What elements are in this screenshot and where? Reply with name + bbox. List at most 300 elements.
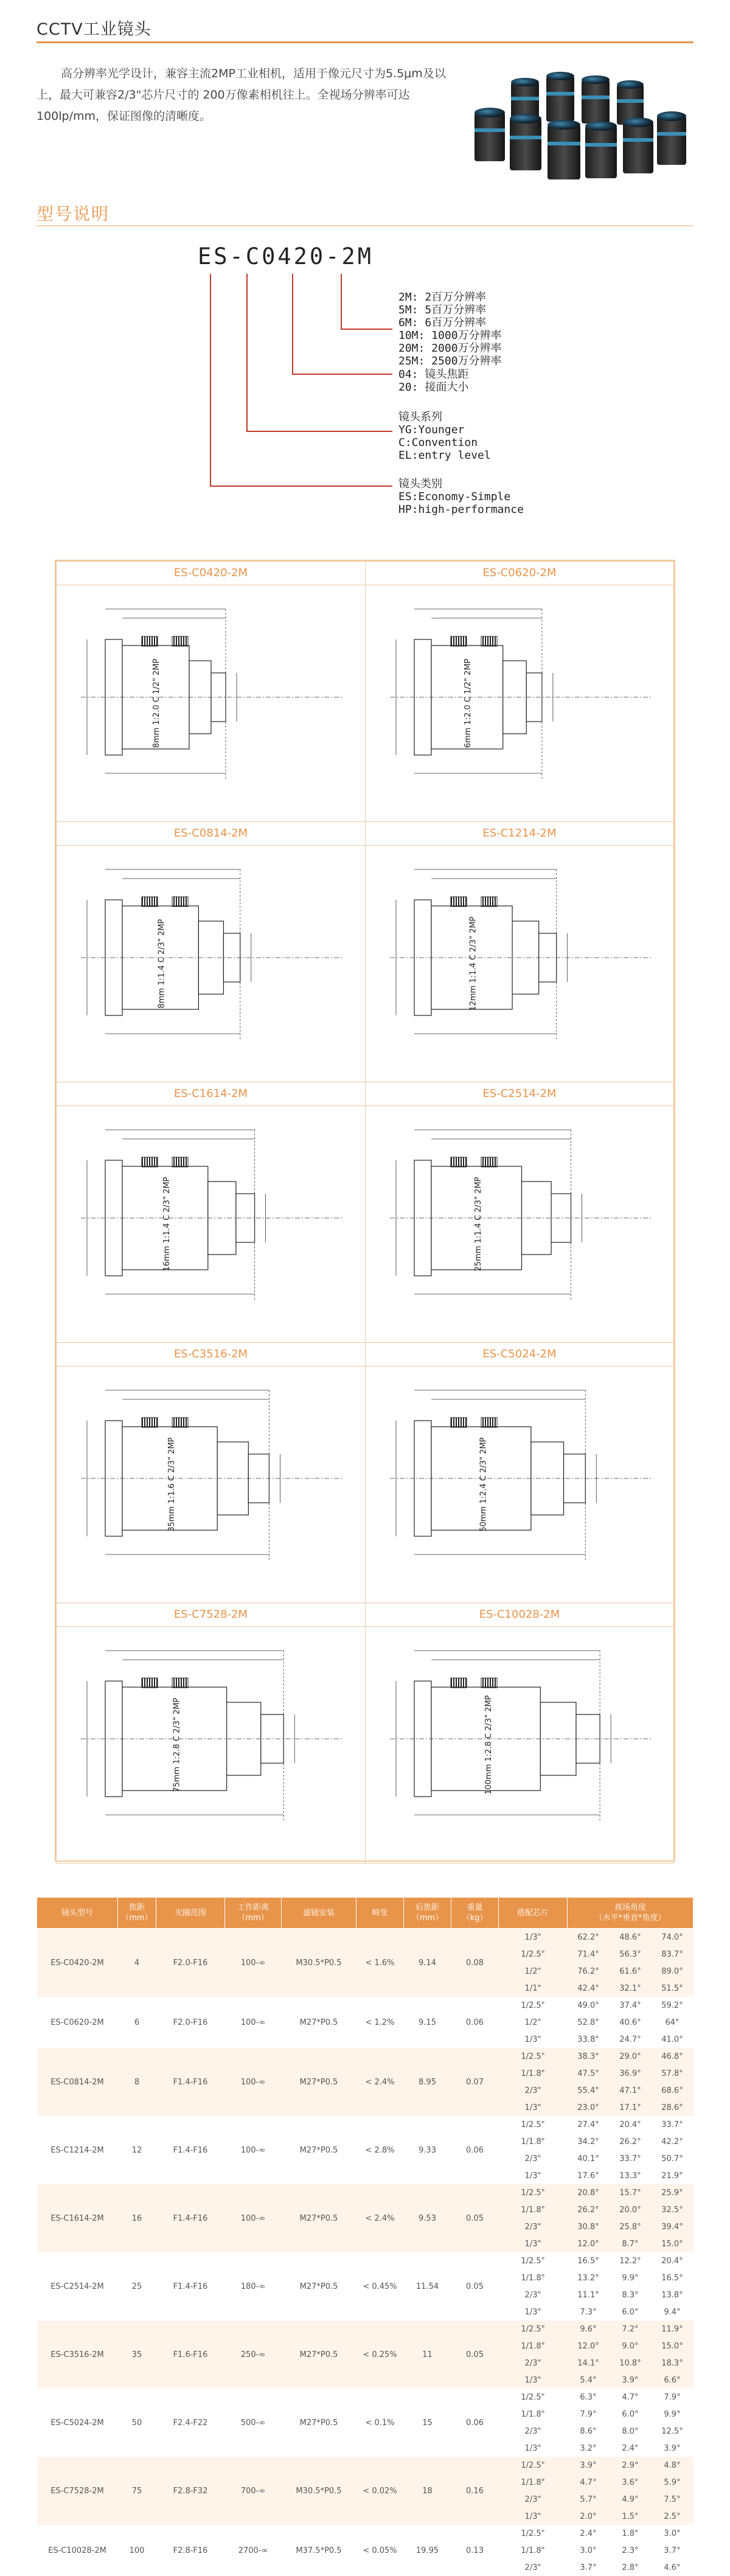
table-cell-weight: 0.06 xyxy=(451,1997,499,2048)
table-cell-wd: 100-∞ xyxy=(225,2048,282,2116)
table-cell-angle: 4.9° xyxy=(609,2491,651,2508)
table-cell-angle: 1.5° xyxy=(609,2508,651,2525)
table-cell-weight: 0.08 xyxy=(451,1929,499,1997)
drawing-cell xyxy=(56,1603,366,1864)
lens-engraving: 75mm 1:2.8 C 2/3" 2MP xyxy=(173,1697,182,1792)
table-cell-sensor: 1/1.8" xyxy=(499,2269,568,2286)
table-cell-bfl: 18 xyxy=(404,2457,451,2525)
table-cell-wd: 700-∞ xyxy=(225,2457,282,2525)
drawing-title: ES-C5024-2M xyxy=(366,1343,673,1366)
table-row xyxy=(37,2525,693,2542)
table-cell-focal: 4 xyxy=(118,1929,156,1997)
table-cell-aperture: F1.6-F16 xyxy=(156,2320,225,2389)
table-cell-angle: 41.0° xyxy=(651,2031,693,2048)
callout-line xyxy=(246,431,392,432)
table-cell-angle: 20.4° xyxy=(651,2252,693,2269)
type-legend: 镜头类别 ES:Economy-Simple HP:high-performance xyxy=(398,478,524,516)
table-cell-angle: 20.0° xyxy=(609,2201,651,2218)
drawing-title: ES-C0420-2M xyxy=(57,562,365,585)
table-cell-sensor: 2/3" xyxy=(499,2355,568,2372)
table-cell-angle: 7.9° xyxy=(568,2406,610,2423)
table-cell-angle: 62.2° xyxy=(568,1929,610,1946)
table-cell-angle: 11.1° xyxy=(568,2286,610,2303)
table-cell-sensor: 1/3" xyxy=(499,2508,568,2525)
table-cell-sensor: 1/2.5" xyxy=(499,1946,568,1963)
table-cell-distortion: < 0.02% xyxy=(356,2457,404,2525)
lens-dimension-drawing xyxy=(378,1632,662,1851)
table-cell-bfl: 11.54 xyxy=(404,2252,451,2320)
table-cell-angle: 11.9° xyxy=(651,2320,693,2338)
table-cell-angle: 2.0° xyxy=(568,2508,610,2525)
table-cell-angle: 9.6° xyxy=(568,2320,610,2338)
table-cell-angle: 17.6° xyxy=(568,2167,610,2184)
table-cell-angle: 12.0° xyxy=(568,2338,610,2355)
callout-line xyxy=(210,486,392,487)
table-cell-bfl: 9.53 xyxy=(404,2184,451,2252)
table-cell-angle: 61.6° xyxy=(609,1963,651,1980)
table-cell-sensor: 2/3" xyxy=(499,2150,568,2167)
table-cell-angle: 3.0° xyxy=(651,2525,693,2542)
table-cell-bfl: 9.33 xyxy=(404,2116,451,2184)
table-cell-wd: 180-∞ xyxy=(225,2252,282,2320)
table-cell-sensor: 1/2" xyxy=(499,1963,568,1980)
table-cell-angle: 3.0° xyxy=(568,2542,610,2559)
table-cell-focal: 25 xyxy=(118,2252,156,2320)
table-cell-model: ES-C7528-2M xyxy=(37,2457,118,2525)
table-cell-sensor: 1/1.8" xyxy=(499,2133,568,2150)
table-cell-angle: 71.4° xyxy=(568,1946,610,1963)
table-cell-angle: 36.9° xyxy=(609,2065,651,2082)
table-cell-angle: 18.3° xyxy=(651,2355,693,2372)
table-cell-angle: 6.6° xyxy=(651,2372,693,2389)
title-divider xyxy=(36,41,693,43)
drawing-cell xyxy=(56,821,366,1082)
table-cell-aperture: F2.0-F16 xyxy=(156,1929,225,1997)
table-row xyxy=(37,1997,693,2014)
table-header-cell: 焦距 （mm） xyxy=(118,1898,156,1929)
table-cell-angle: 32.1° xyxy=(609,1980,651,1997)
table-cell-angle: 28.6° xyxy=(651,2099,693,2116)
callout-line xyxy=(341,274,342,329)
table-cell-angle: 20.4° xyxy=(609,2116,651,2133)
table-cell-sensor: 2/3" xyxy=(499,2559,568,2576)
table-cell-focal: 6 xyxy=(118,1997,156,2048)
table-cell-angle: 74.0° xyxy=(651,1929,693,1946)
table-cell-angle: 40.6° xyxy=(609,2014,651,2031)
table-cell-focal: 50 xyxy=(118,2389,156,2457)
table-cell-angle: 50.7° xyxy=(651,2150,693,2167)
table-cell-angle: 3.6° xyxy=(609,2474,651,2491)
table-cell-aperture: F2.8-F16 xyxy=(156,2525,225,2576)
table-cell-aperture: F1.4-F16 xyxy=(156,2184,225,2252)
table-row xyxy=(37,2320,693,2338)
drawing-cell xyxy=(56,1082,366,1343)
table-cell-angle: 59.2° xyxy=(651,1997,693,2014)
table-cell-model: ES-C0814-2M xyxy=(37,2048,118,2116)
table-cell-angle: 38.3° xyxy=(568,2048,610,2065)
lens-engraving: 35mm 1:1.6 C 2/3" 2MP xyxy=(167,1437,176,1531)
drawing-cell xyxy=(365,1603,674,1864)
spec-table xyxy=(36,1897,693,2576)
table-cell-model: ES-C1214-2M xyxy=(37,2116,118,2184)
table-cell-weight: 0.13 xyxy=(451,2525,499,2576)
table-cell-wd: 100-∞ xyxy=(225,2184,282,2252)
lens-dimension-drawing xyxy=(69,1112,353,1331)
table-cell-wd: 100-∞ xyxy=(225,1997,282,2048)
table-cell-angle: 3.7° xyxy=(651,2542,693,2559)
table-cell-angle: 7.5° xyxy=(651,2491,693,2508)
table-cell-sensor: 1/3" xyxy=(499,2303,568,2320)
table-cell-angle: 3.7° xyxy=(568,2559,610,2576)
table-cell-focal: 75 xyxy=(118,2457,156,2525)
table-cell-angle: 25.8° xyxy=(609,2218,651,2235)
table-cell-angle: 4.8° xyxy=(651,2457,693,2474)
table-cell-angle: 20.8° xyxy=(568,2184,610,2201)
drawing-cell xyxy=(365,821,674,1082)
table-cell-aperture: F2.8-F32 xyxy=(156,2457,225,2525)
table-cell-weight: 0.06 xyxy=(451,2389,499,2457)
table-header-cell: 光圈范围 xyxy=(156,1898,225,1929)
table-cell-angle: 4.7° xyxy=(609,2389,651,2406)
table-cell-sensor: 2/3" xyxy=(499,2423,568,2440)
table-cell-angle: 15.7° xyxy=(609,2184,651,2201)
table-cell-angle: 42.4° xyxy=(568,1980,610,1997)
table-cell-model: ES-C1614-2M xyxy=(37,2184,118,2252)
drawing-title: ES-C7528-2M xyxy=(57,1603,365,1627)
table-cell-sensor: 1/2.5" xyxy=(499,2525,568,2542)
table-cell-angle: 3.2° xyxy=(568,2440,610,2457)
drawing-title: ES-C10028-2M xyxy=(366,1603,673,1627)
table-cell-filter: M27*P0.5 xyxy=(282,2252,356,2320)
table-header-cell: 视场角度 （水平*垂直*角度） xyxy=(568,1898,693,1929)
table-cell-filter: M27*P0.5 xyxy=(282,2320,356,2389)
table-row xyxy=(37,2457,693,2474)
lens-dimension-drawing xyxy=(378,591,662,810)
table-cell-angle: 8.7° xyxy=(609,2235,651,2252)
table-cell-angle: 25.9° xyxy=(651,2184,693,2201)
table-cell-angle: 56.3° xyxy=(609,1946,651,1963)
table-cell-angle: 15.0° xyxy=(651,2338,693,2355)
drawing-title: ES-C1614-2M xyxy=(57,1082,365,1106)
table-cell-sensor: 2/3" xyxy=(499,2491,568,2508)
drawing-cell xyxy=(365,1082,674,1343)
table-cell-angle: 2.8° xyxy=(609,2559,651,2576)
table-cell-angle: 5.9° xyxy=(651,2474,693,2491)
table-cell-model: ES-C0420-2M xyxy=(37,1929,118,1997)
table-cell-wd: 500-∞ xyxy=(225,2389,282,2457)
table-cell-aperture: F2.0-F16 xyxy=(156,1997,225,2048)
table-cell-wd: 100-∞ xyxy=(225,1929,282,1997)
drawing-title: ES-C0814-2M xyxy=(57,822,365,846)
table-cell-angle: 4.7° xyxy=(568,2474,610,2491)
table-cell-aperture: F1.4-F16 xyxy=(156,2252,225,2320)
table-header-cell: 滤镜安装 xyxy=(282,1898,356,1929)
drawing-title: ES-C2514-2M xyxy=(366,1082,673,1106)
table-cell-angle: 14.1° xyxy=(568,2355,610,2372)
table-cell-distortion: < 2.8% xyxy=(356,2116,404,2184)
table-row xyxy=(37,2116,693,2133)
lens-engraving: 100mm 1:2.8 C 2/3" 2MP xyxy=(484,1695,493,1794)
table-cell-angle: 29.0° xyxy=(609,2048,651,2065)
table-cell-angle: 27.4° xyxy=(568,2116,610,2133)
table-cell-distortion: < 0.45% xyxy=(356,2252,404,2320)
page-title: CCTV工业镜头 xyxy=(36,16,151,40)
table-cell-angle: 13.8° xyxy=(651,2286,693,2303)
table-cell-angle: 9.9° xyxy=(609,2269,651,2286)
table-cell-sensor: 2/3" xyxy=(499,2286,568,2303)
table-cell-sensor: 1/2.5" xyxy=(499,2320,568,2338)
table-cell-model: ES-C10028-2M xyxy=(37,2525,118,2576)
drawing-cell xyxy=(56,1342,366,1603)
table-cell-angle: 37.4° xyxy=(609,1997,651,2014)
lens-dimension-drawing xyxy=(69,591,353,810)
table-cell-angle: 55.4° xyxy=(568,2082,610,2099)
table-cell-sensor: 1/1.8" xyxy=(499,2065,568,2082)
table-cell-wd: 2700-∞ xyxy=(225,2525,282,2576)
table-cell-angle: 51.5° xyxy=(651,1980,693,1997)
table-cell-bfl: 15 xyxy=(404,2389,451,2457)
lens-product-photo xyxy=(450,70,693,186)
table-cell-angle: 2.3° xyxy=(609,2542,651,2559)
table-header-cell: 畸变 xyxy=(356,1898,404,1929)
table-cell-angle: 40.1° xyxy=(568,2150,610,2167)
table-cell-angle: 12.0° xyxy=(568,2235,610,2252)
table-cell-angle: 24.7° xyxy=(609,2031,651,2048)
table-cell-angle: 5.7° xyxy=(568,2491,610,2508)
table-header-cell: 后焦距 （mm） xyxy=(404,1898,451,1929)
table-row xyxy=(37,2048,693,2065)
table-cell-angle: 47.1° xyxy=(609,2082,651,2099)
table-header-cell: 搭配芯片 xyxy=(499,1898,568,1929)
table-cell-angle: 8.3° xyxy=(609,2286,651,2303)
table-cell-angle: 12.5° xyxy=(651,2423,693,2440)
table-cell-bfl: 11 xyxy=(404,2320,451,2389)
table-cell-distortion: < 2.4% xyxy=(356,2184,404,2252)
table-cell-bfl: 19.95 xyxy=(404,2525,451,2576)
table-cell-angle: 47.5° xyxy=(568,2065,610,2082)
table-cell-sensor: 1/3" xyxy=(499,2167,568,2184)
table-cell-sensor: 1/3" xyxy=(499,2235,568,2252)
table-cell-sensor: 1/1" xyxy=(499,1980,568,1997)
lens-dimension-drawing xyxy=(69,1372,353,1591)
drawing-cell xyxy=(365,561,674,822)
drawing-cell xyxy=(365,1342,674,1603)
table-cell-angle: 16.5° xyxy=(651,2269,693,2286)
section-title: 型号说明 xyxy=(36,201,109,225)
table-cell-angle: 2.5° xyxy=(651,2508,693,2525)
table-cell-weight: 0.05 xyxy=(451,2184,499,2252)
table-cell-angle: 30.8° xyxy=(568,2218,610,2235)
table-cell-model: ES-C5024-2M xyxy=(37,2389,118,2457)
callout-line xyxy=(246,274,248,432)
table-cell-wd: 250-∞ xyxy=(225,2320,282,2389)
table-cell-angle: 64° xyxy=(651,2014,693,2031)
table-body xyxy=(37,1929,693,2576)
table-cell-weight: 0.05 xyxy=(451,2320,499,2389)
table-cell-angle: 3.9° xyxy=(568,2457,610,2474)
table-cell-bfl: 9.15 xyxy=(404,1997,451,2048)
table-cell-bfl: 9.14 xyxy=(404,1929,451,1997)
table-cell-angle: 9.0° xyxy=(609,2338,651,2355)
table-cell-wd: 100-∞ xyxy=(225,2116,282,2184)
table-cell-angle: 6.3° xyxy=(568,2389,610,2406)
table-cell-angle: 89.0° xyxy=(651,1963,693,1980)
table-cell-bfl: 8.95 xyxy=(404,2048,451,2116)
table-cell-sensor: 1/1.8" xyxy=(499,2474,568,2491)
callout-line xyxy=(292,274,293,374)
table-cell-angle: 9.4° xyxy=(651,2303,693,2320)
table-cell-angle: 32.5° xyxy=(651,2201,693,2218)
table-cell-angle: 7.2° xyxy=(609,2320,651,2338)
callout-line xyxy=(341,329,392,330)
table-cell-angle: 23.0° xyxy=(568,2099,610,2116)
table-cell-sensor: 1/1.8" xyxy=(499,2406,568,2423)
table-cell-model: ES-C3516-2M xyxy=(37,2320,118,2389)
drawing-title: ES-C1214-2M xyxy=(366,822,673,846)
table-cell-angle: 13.2° xyxy=(568,2269,610,2286)
table-cell-angle: 4.6° xyxy=(651,2559,693,2576)
table-cell-angle: 26.2° xyxy=(568,2201,610,2218)
table-cell-distortion: < 0.25% xyxy=(356,2320,404,2389)
lens-dimension-drawing xyxy=(378,1112,662,1331)
table-cell-aperture: F1.4-F16 xyxy=(156,2048,225,2116)
table-cell-angle: 1.8° xyxy=(609,2525,651,2542)
table-cell-focal: 16 xyxy=(118,2184,156,2252)
table-cell-weight: 0.07 xyxy=(451,2048,499,2116)
table-cell-filter: M30.5*P0.5 xyxy=(282,1929,356,1997)
table-cell-filter: M27*P0.5 xyxy=(282,2116,356,2184)
table-row xyxy=(37,2184,693,2201)
lens-engraving: 16mm 1:1.4 C 2/3" 2MP xyxy=(162,1177,172,1271)
section-divider xyxy=(36,225,693,226)
table-cell-sensor: 1/3" xyxy=(499,2031,568,2048)
drawings-grid xyxy=(55,560,675,1862)
drawing-title: ES-C3516-2M xyxy=(57,1343,365,1366)
table-cell-sensor: 1/3" xyxy=(499,2099,568,2116)
table-cell-sensor: 1/2.5" xyxy=(499,2252,568,2269)
table-cell-sensor: 1/3" xyxy=(499,1929,568,1946)
lens-engraving: 12mm 1:1.4 C 2/3" 2MP xyxy=(469,916,478,1011)
table-cell-angle: 52.8° xyxy=(568,2014,610,2031)
callout-line xyxy=(210,274,211,487)
table-cell-filter: M27*P0.5 xyxy=(282,2184,356,2252)
table-cell-focal: 35 xyxy=(118,2320,156,2389)
table-cell-angle: 2.9° xyxy=(609,2457,651,2474)
table-cell-sensor: 1/2.5" xyxy=(499,2457,568,2474)
table-cell-weight: 0.06 xyxy=(451,2116,499,2184)
table-cell-sensor: 2/3" xyxy=(499,2218,568,2235)
table-cell-angle: 8.6° xyxy=(568,2423,610,2440)
table-cell-angle: 17.1° xyxy=(609,2099,651,2116)
table-header-cell: 重量 （kg） xyxy=(451,1898,499,1929)
table-cell-angle: 8.0° xyxy=(609,2423,651,2440)
table-cell-angle: 34.2° xyxy=(568,2133,610,2150)
table-cell-angle: 13.3° xyxy=(609,2167,651,2184)
table-cell-angle: 2.4° xyxy=(609,2440,651,2457)
table-cell-distortion: < 1.6% xyxy=(356,1929,404,1997)
lens-dimension-drawing xyxy=(378,851,662,1070)
table-cell-angle: 39.4° xyxy=(651,2218,693,2235)
model-code: ES-C0420-2M xyxy=(198,243,374,270)
table-cell-angle: 33.7° xyxy=(609,2150,651,2167)
table-cell-sensor: 1/1.8" xyxy=(499,2338,568,2355)
table-header-row xyxy=(37,1898,693,1929)
intro-paragraph: 高分辨率光学设计，兼容主流2MP工业相机，适用于像元尺寸为5.5μm及以上，最大可兼容2/3"芯片尺寸的 200万像素相机往上。全视场分辨率可达100lp/mm，保证图像的清晰度。 xyxy=(36,63,462,127)
table-cell-aperture: F2.4-F22 xyxy=(156,2389,225,2457)
table-cell-filter: M27*P0.5 xyxy=(282,2389,356,2457)
resolution-legend: 2M: 2百万分辨率 5M: 5百万分辨率 6M: 6百万分辨率 10M: 1000万分辨率 20M: 2000万分辨率 25M: 2500万分辨率 xyxy=(398,291,502,367)
drawing-title: ES-C0620-2M xyxy=(366,562,673,585)
focal-legend: 04: 镜头焦距 20: 接面大小 xyxy=(398,368,468,394)
table-cell-sensor: 2/3" xyxy=(499,2082,568,2099)
drawing-cell xyxy=(56,561,366,822)
lens-dimension-drawing xyxy=(378,1372,662,1591)
table-cell-angle: 7.9° xyxy=(651,2389,693,2406)
table-cell-weight: 0.16 xyxy=(451,2457,499,2525)
table-cell-angle: 3.9° xyxy=(651,2440,693,2457)
table-cell-distortion: < 2.4% xyxy=(356,2048,404,2116)
table-cell-angle: 10.8° xyxy=(609,2355,651,2372)
table-cell-angle: 6.0° xyxy=(609,2406,651,2423)
table-cell-sensor: 1/2.5" xyxy=(499,2389,568,2406)
lens-engraving: 8mm 1:2.0 C 1/2" 2MP xyxy=(152,658,161,748)
table-cell-angle: 12.2° xyxy=(609,2252,651,2269)
table-cell-angle: 2.4° xyxy=(568,2525,610,2542)
table-cell-angle: 33.8° xyxy=(568,2031,610,2048)
table-cell-focal: 100 xyxy=(118,2525,156,2576)
table-cell-sensor: 1/2.5" xyxy=(499,2048,568,2065)
lens-engraving: 6mm 1:2.0 C 1/2" 2MP xyxy=(464,658,473,748)
table-cell-sensor: 1/2.5" xyxy=(499,2116,568,2133)
table-cell-angle: 46.8° xyxy=(651,2048,693,2065)
table-cell-angle: 6.0° xyxy=(609,2303,651,2320)
table-cell-angle: 5.4° xyxy=(568,2372,610,2389)
table-cell-focal: 12 xyxy=(118,2116,156,2184)
table-cell-angle: 7.3° xyxy=(568,2303,610,2320)
lens-dimension-drawing xyxy=(69,1632,353,1851)
table-cell-angle: 57.8° xyxy=(651,2065,693,2082)
table-cell-model: ES-C2514-2M xyxy=(37,2252,118,2320)
table-cell-angle: 33.7° xyxy=(651,2116,693,2133)
lens-dimension-drawing xyxy=(69,851,353,1070)
table-cell-distortion: < 0.1% xyxy=(356,2389,404,2457)
table-cell-angle: 68.6° xyxy=(651,2082,693,2099)
table-row xyxy=(37,1929,693,1946)
table-cell-sensor: 1/1.8" xyxy=(499,2542,568,2559)
table-row xyxy=(37,2389,693,2406)
table-cell-sensor: 1/3" xyxy=(499,2372,568,2389)
table-cell-distortion: < 1.2% xyxy=(356,1997,404,2048)
lens-engraving: 50mm 1:2.4 C 2/3" 2MP xyxy=(479,1437,488,1531)
table-cell-weight: 0.05 xyxy=(451,2252,499,2320)
table-cell-sensor: 1/3" xyxy=(499,2440,568,2457)
table-cell-angle: 76.2° xyxy=(568,1963,610,1980)
series-legend: 镜头系列 YG:Younger C:Convention EL:entry level xyxy=(398,411,491,462)
lens-engraving: 8mm 1:1.4 C 2/3" 2MP xyxy=(157,919,166,1008)
table-cell-angle: 83.7° xyxy=(651,1946,693,1963)
table-row xyxy=(37,2252,693,2269)
table-cell-distortion: < 0.05% xyxy=(356,2525,404,2576)
table-cell-angle: 16.5° xyxy=(568,2252,610,2269)
table-cell-angle: 21.9° xyxy=(651,2167,693,2184)
table-cell-angle: 26.2° xyxy=(609,2133,651,2150)
table-cell-angle: 49.0° xyxy=(568,1997,610,2014)
table-cell-focal: 8 xyxy=(118,2048,156,2116)
table-header-cell: 镜头型号 xyxy=(37,1898,118,1929)
table-header-cell: 工作距离 （mm） xyxy=(225,1898,282,1929)
table-cell-angle: 9.9° xyxy=(651,2406,693,2423)
table-cell-angle: 48.6° xyxy=(609,1929,651,1946)
